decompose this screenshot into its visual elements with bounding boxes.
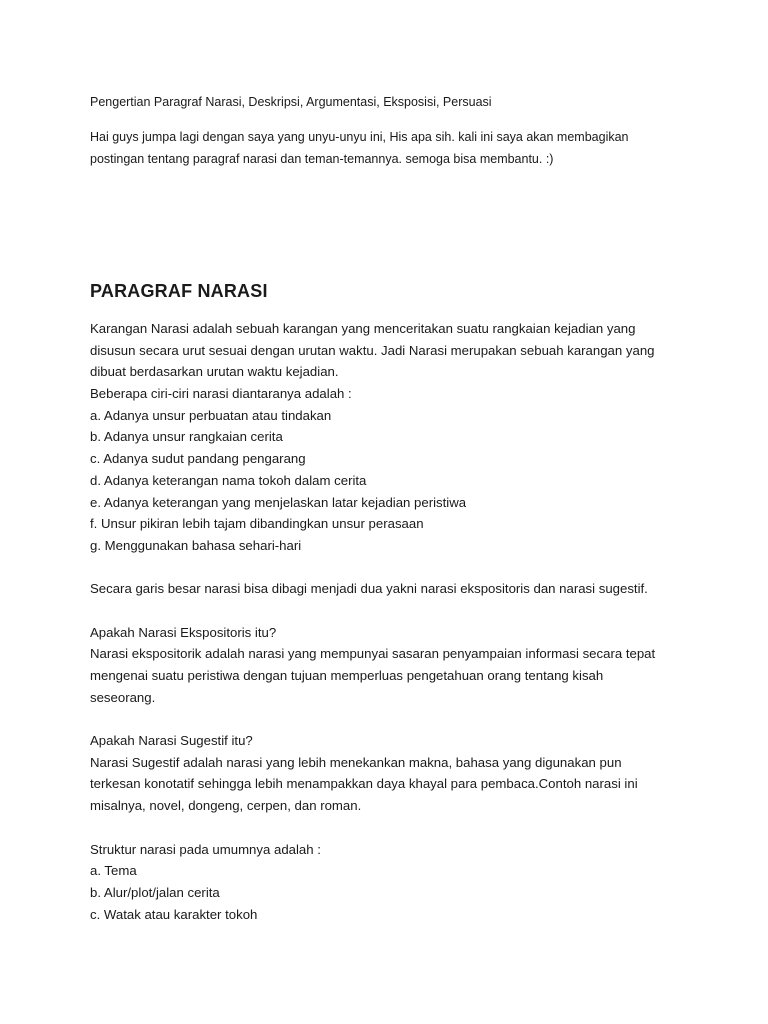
characteristic-item: b. Adanya unsur rangkaian cerita [90, 429, 283, 445]
structure-item: c. Watak atau karakter tokoh [90, 906, 258, 922]
structure-item: b. Alur/plot/jalan cerita [90, 884, 220, 900]
paragraph-gap [90, 817, 710, 839]
expository-question: Apakah Narasi Ekspositoris itu? [90, 624, 277, 640]
expository-line: mengenai suatu peristiwa dengan tujuan memperluas pengetahuan orang tentang kisah [90, 668, 604, 683]
characteristics-intro: Beberapa ciri-ciri narasi diantaranya adalah : [90, 386, 352, 402]
division-text: Secara garis besar narasi bisa dibagi menjadi dua yakni narasi ekspositoris dan narasi sugestif. [90, 581, 648, 597]
characteristic-item: d. Adanya keterangan nama tokoh dalam cerita [90, 472, 367, 488]
suggestive-question: Apakah Narasi Sugestif itu? [90, 733, 253, 749]
paragraph-gap [90, 557, 710, 579]
definition-line: dibuat berdasarkan urutan waktu kejadian. [90, 364, 339, 380]
structure-intro: Struktur narasi pada umumnya adalah : [90, 841, 321, 857]
section-body [90, 318, 710, 925]
intro-line: Hai guys jumpa lagi dengan saya yang unyu-unyu ini, His apa sih. kali ini saya akan membagikan [90, 130, 629, 144]
characteristic-item: g. Menggunakan bahasa sehari-hari [90, 537, 302, 553]
characteristic-item: c. Adanya sudut pandang pengarang [90, 451, 306, 467]
characteristic-item: f. Unsur pikiran lebih tajam dibandingkan unsur perasaan [90, 516, 424, 532]
section-heading: PARAGRAF NARASI [90, 281, 268, 301]
intro-paragraph [90, 126, 690, 170]
document-title: Pengertian Paragraf Narasi, Deskripsi, Argumentasi, Eksposisi, Persuasi [90, 95, 492, 109]
definition-line: disusun secara urut sesuai dengan urutan waktu. Jadi Narasi merupakan sebuah karangan yang [90, 342, 655, 358]
definition-line: Karangan Narasi adalah sebuah karangan yang menceritakan suatu rangkaian kejadian yang [90, 321, 636, 336]
characteristic-item: e. Adanya keterangan yang menjelaskan latar kejadian peristiwa [90, 494, 467, 510]
expository-line: Narasi ekspositorik adalah narasi yang mempunyai sasaran penyampaian informasi secara tepat [90, 646, 656, 662]
paragraph-gap [90, 708, 710, 730]
suggestive-line: Narasi Sugestif adalah narasi yang lebih menekankan makna, bahasa yang digunakan pun [90, 754, 622, 770]
expository-line: seseorang. [90, 689, 156, 705]
suggestive-line: terkesan konotatif sehingga lebih menampakkan daya khayal para pembaca.Contoh narasi ini [90, 776, 638, 792]
structure-item: a. Tema [90, 863, 137, 879]
paragraph-gap [90, 600, 710, 622]
suggestive-line: misalnya, novel, dongeng, cerpen, dan roman. [90, 798, 362, 814]
intro-line: postingan tentang paragraf narasi dan teman-temannya. semoga bisa membantu. :) [90, 152, 554, 166]
characteristic-item: a. Adanya unsur perbuatan atau tindakan [90, 407, 332, 423]
